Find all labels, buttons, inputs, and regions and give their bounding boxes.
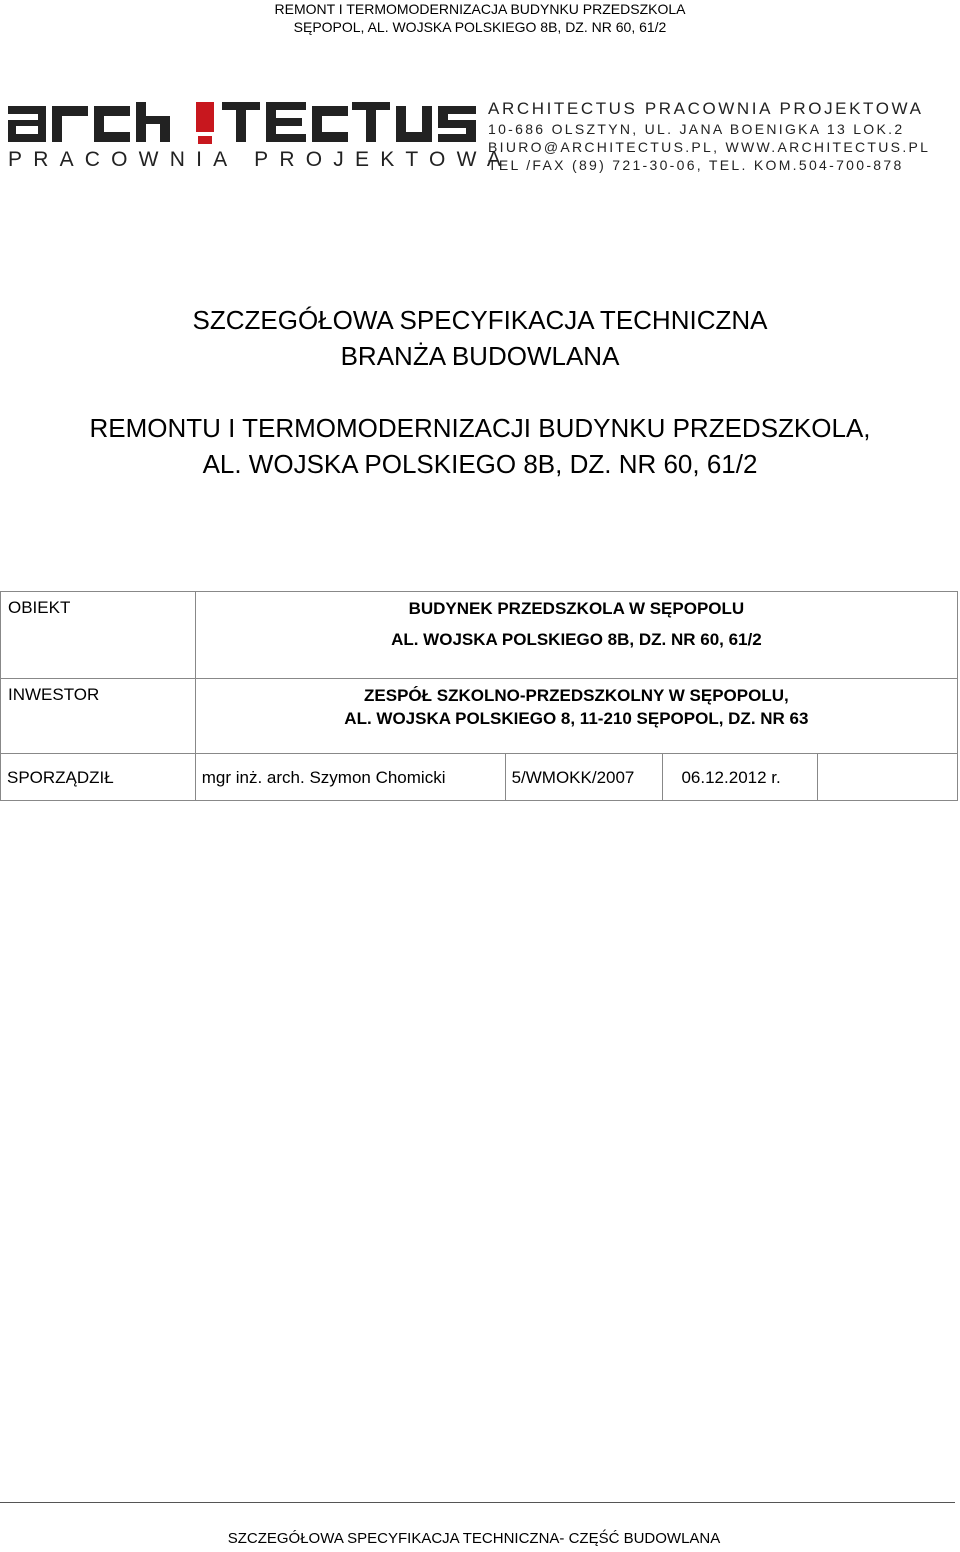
contact-phone: TEL /FAX (89) 721-30-06, TEL. KOM.504-700-878 bbox=[488, 157, 904, 173]
document-date: 06.12.2012 r. bbox=[663, 754, 818, 801]
table-row bbox=[1, 592, 958, 679]
contact-company: ARCHITECTUS PRACOWNIA PROJEKTOWA bbox=[488, 99, 924, 118]
running-header-line2: SĘPOPOL, AL. WOJSKA POLSKIEGO 8B, DZ. NR 60, 61/2 bbox=[293, 19, 667, 35]
sporzadzil-label: SPORZĄDZIŁ bbox=[1, 754, 196, 801]
logo-subtitle: PRACOWNIA PROJEKTOWA bbox=[8, 148, 513, 171]
document-subtitle-line1: REMONTU I TERMOMODERNIZACJI BUDYNKU PRZEDSZKOLA, bbox=[89, 413, 871, 443]
architectus-logo bbox=[8, 96, 513, 178]
obiekt-label: OBIEKT bbox=[1, 592, 196, 679]
architectus-logo-icon bbox=[8, 96, 476, 148]
inwestor-line2: AL. WOJSKA POLSKIEGO 8, 11-210 SĘPOPOL, DZ. NR 63 bbox=[344, 709, 809, 728]
inwestor-line1: ZESPÓŁ SZKOLNO-PRZEDSZKOLNY W SĘPOPOLU, bbox=[364, 686, 789, 705]
contact-block bbox=[488, 98, 956, 174]
obiekt-line2: AL. WOJSKA POLSKIEGO 8B, DZ. NR 60, 61/2 bbox=[391, 630, 762, 649]
document-title-line2: BRANŻA BUDOWLANA bbox=[340, 341, 620, 371]
document-subtitle-line2: AL. WOJSKA POLSKIEGO 8B, DZ. NR 60, 61/2 bbox=[202, 449, 758, 479]
contact-address: 10-686 OLSZTYN, UL. JANA BOENIGKA 13 LOK.2 bbox=[488, 121, 905, 137]
contact-web: BIURO@ARCHITECTUS.PL, WWW.ARCHITECTUS.PL bbox=[488, 139, 931, 155]
document-title bbox=[0, 302, 960, 374]
inwestor-value bbox=[195, 679, 957, 754]
table-row bbox=[1, 679, 958, 754]
table-row bbox=[1, 754, 958, 801]
footer-divider bbox=[0, 1502, 955, 1503]
obiekt-line1: BUDYNEK PRZEDSZKOLA W SĘPOPOLU bbox=[408, 599, 745, 618]
inwestor-label: INWESTOR bbox=[1, 679, 196, 754]
document-title-line1: SZCZEGÓŁOWA SPECYFIKACJA TECHNICZNA bbox=[192, 305, 768, 335]
footer-text: SZCZEGÓŁOWA SPECYFIKACJA TECHNICZNA- CZĘŚĆ BUDOWLANA bbox=[227, 1530, 721, 1547]
info-table bbox=[0, 591, 958, 801]
license-number: 5/WMOKK/2007 bbox=[505, 754, 663, 801]
obiekt-value bbox=[195, 592, 957, 679]
running-header bbox=[0, 0, 960, 36]
running-header-line1: REMONT I TERMOMODERNIZACJA BUDYNKU PRZEDSZKOLA bbox=[274, 1, 686, 17]
signature-cell bbox=[818, 754, 958, 801]
author-name: mgr inż. arch. Szymon Chomicki bbox=[195, 754, 505, 801]
document-subtitle bbox=[0, 410, 960, 482]
